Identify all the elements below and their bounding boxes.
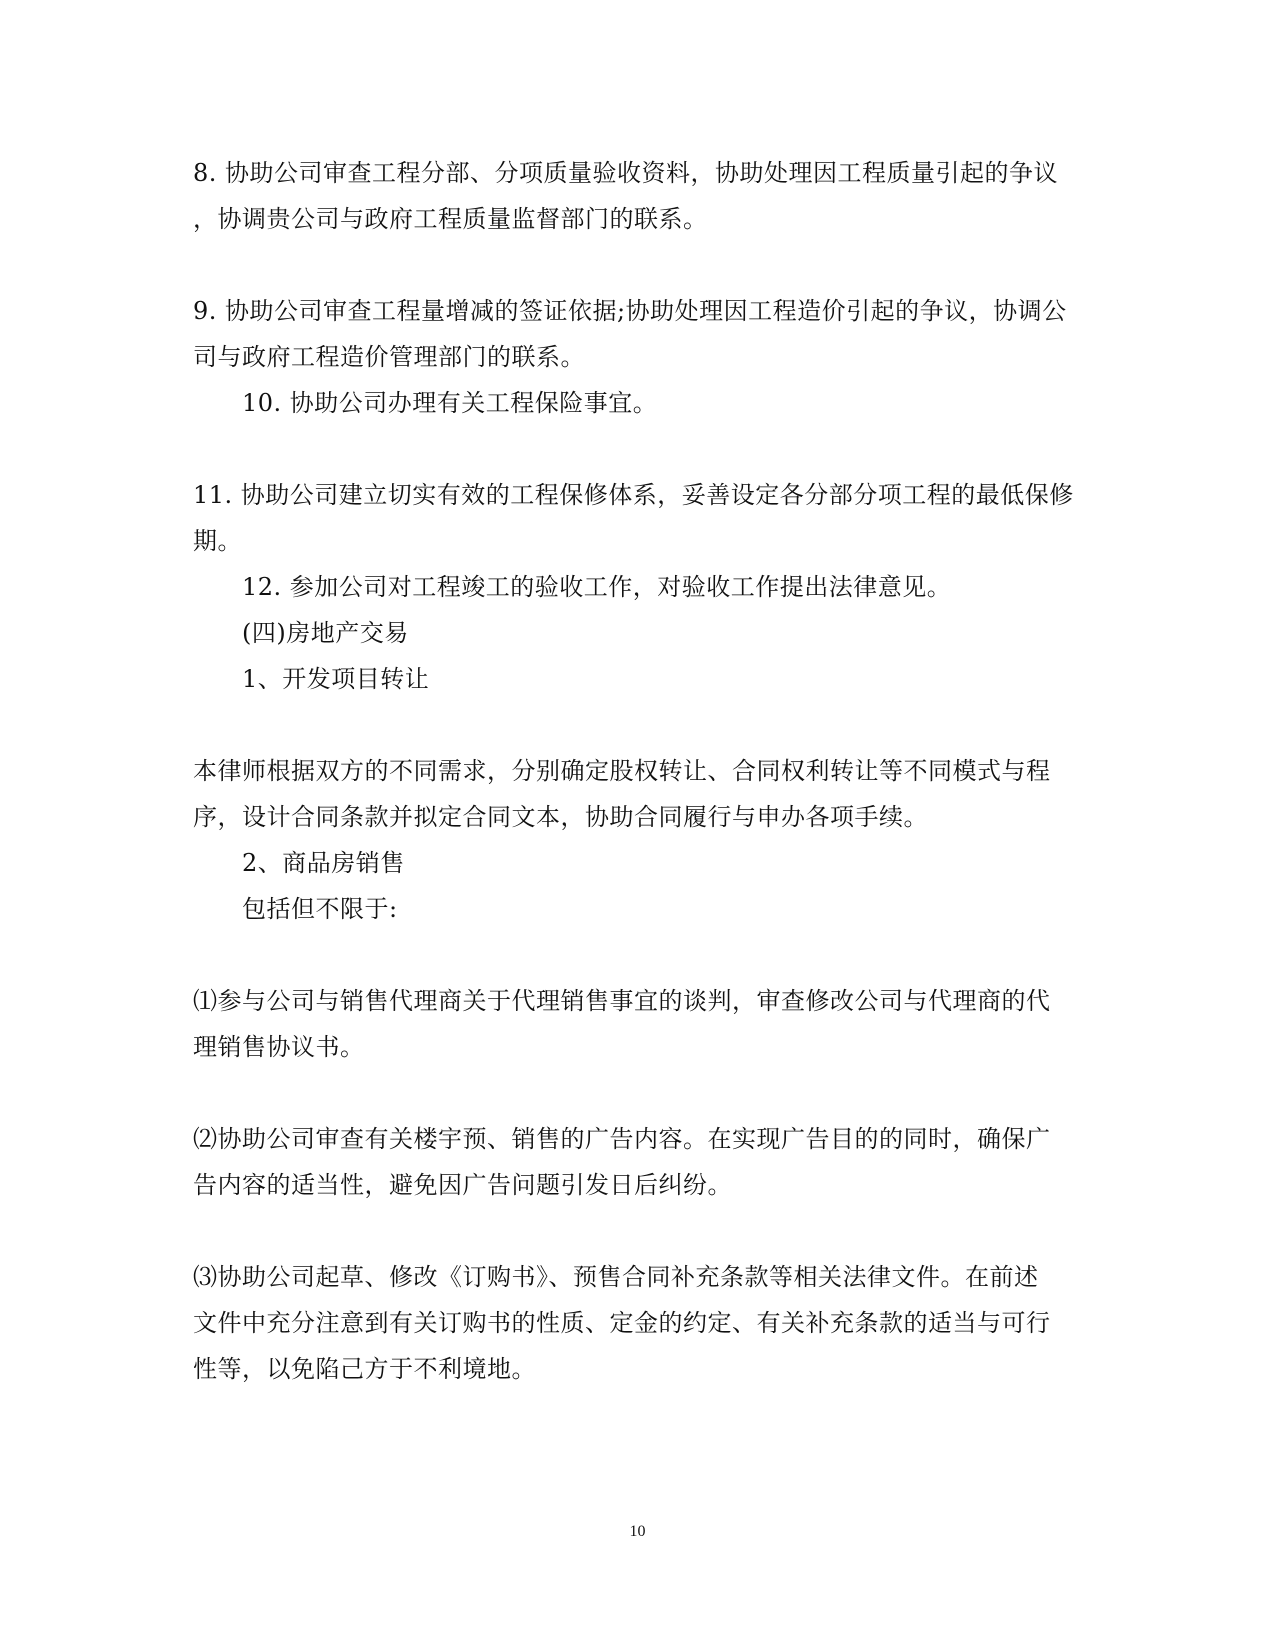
subheading-project-transfer: 1、开发项目转让 [242, 665, 430, 693]
item-1-line-2: 理销售协议书。 [193, 1033, 365, 1061]
paragraph-11-line-1: 11. 协助公司建立切实有效的工程保修体系，妥善设定各分部分项工程的最低保修 [193, 481, 1074, 509]
includes-label: 包括但不限于: [242, 895, 398, 923]
paragraph-8-line-2: ，协调贵公司与政府工程质量监督部门的联系。 [193, 205, 708, 233]
item-3-line-1: ⑶协助公司起草、修改《订购书》、预售合同补充条款等相关法律文件。在前述 [193, 1263, 1039, 1291]
subheading-housing-sales: 2、商品房销售 [242, 849, 405, 877]
item-1-line-1: ⑴参与公司与销售代理商关于代理销售事宜的谈判，审查修改公司与代理商的代 [193, 987, 1051, 1015]
section-heading-real-estate-transaction: (四)房地产交易 [242, 619, 409, 647]
item-2-line-2: 告内容的适当性，避免因广告问题引发日后纠纷。 [193, 1171, 732, 1199]
paragraph-transfer-line-1: 本律师根据双方的不同需求，分别确定股权转让、合同权利转让等不同模式与程 [193, 757, 1051, 785]
page-number: 10 [629, 1523, 646, 1540]
paragraph-transfer-line-2: 序，设计合同条款并拟定合同文本，协助合同履行与申办各项手续。 [193, 803, 928, 831]
item-2-line-1: ⑵协助公司审查有关楼宇预、销售的广告内容。在实现广告目的的同时，确保广 [193, 1125, 1051, 1153]
paragraph-10: 10. 协助公司办理有关工程保险事宜。 [242, 389, 658, 417]
item-3-line-2: 文件中充分注意到有关订购书的性质、定金的约定、有关补充条款的适当与可行 [193, 1309, 1051, 1337]
paragraph-11-line-2: 期。 [193, 527, 242, 555]
paragraph-12: 12. 参加公司对工程竣工的验收工作，对验收工作提出法律意见。 [242, 573, 952, 601]
item-3-line-3: 性等，以免陷己方于不利境地。 [193, 1355, 536, 1383]
paragraph-9-line-1: 9. 协助公司审查工程量增减的签证依据;协助处理因工程造价引起的争议，协调公 [193, 297, 1067, 325]
paragraph-9-line-2: 司与政府工程造价管理部门的联系。 [193, 343, 585, 371]
paragraph-8-line-1: 8. 协助公司审查工程分部、分项质量验收资料，协助处理因工程质量引起的争议 [193, 159, 1059, 187]
